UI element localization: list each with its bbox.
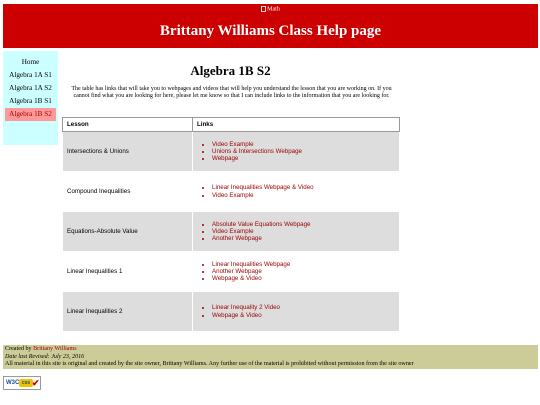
css-badge-text: css: [19, 379, 33, 387]
links-cell: [193, 212, 400, 252]
links-cell: [193, 252, 400, 292]
lesson-cell: Intersections & Unions: [63, 132, 193, 172]
site-footer: [3, 345, 538, 369]
sidebar-item-algebra-1b-s1[interactable]: Algebra 1B S1: [9, 97, 52, 105]
site-header: [3, 4, 538, 48]
lesson-cell: Compound Inequalities: [63, 172, 193, 212]
sidebar-item-algebra-1a-s2[interactable]: Algebra 1A S2: [9, 84, 52, 92]
math-logo-image: [3, 6, 538, 12]
check-mark-icon: ✔: [32, 378, 40, 388]
lesson-cell: Linear Inequalities 1: [63, 252, 193, 292]
lesson-link[interactable]: Linear Inequality 2 Video: [212, 304, 280, 312]
links-cell: [193, 292, 400, 332]
sidebar-item-home[interactable]: Home: [21, 58, 40, 66]
w3c-badge-text: W3C: [6, 380, 20, 386]
table-row: [63, 292, 400, 332]
lesson-cell: Linear Inequalities 2: [63, 292, 193, 332]
sidebar-item-algebra-1a-s1[interactable]: Algebra 1A S1: [9, 71, 52, 79]
logo-alt-text: Math: [267, 6, 280, 13]
sidebar-item-algebra-1b-s2[interactable]: Algebra 1B S2: [5, 108, 56, 121]
last-revised-date: Date last Revised: July 23, 2016: [5, 353, 85, 360]
lesson-link[interactable]: Another Webpage: [212, 235, 262, 243]
table-header-row: [63, 118, 400, 132]
intro-text: The table has links that will take you to webpages and videos that will help you understand the lesson that you are working on. If you cannot find what you are looking for here, please let me know so that I can include links to the information that you are looking for.: [71, 86, 392, 100]
broken-image-icon: [261, 6, 266, 12]
lesson-link[interactable]: Video Example: [212, 140, 254, 148]
lesson-link[interactable]: Another Webpage: [212, 267, 262, 275]
w3c-css-validator-badge[interactable]: [3, 376, 41, 390]
lesson-link[interactable]: Unions & Intersections Webpage: [212, 147, 302, 155]
lesson-link[interactable]: Webpage & Video: [212, 275, 262, 283]
sidebar-nav: [3, 51, 58, 145]
lessons-table: [62, 117, 400, 332]
lesson-link[interactable]: Video Example: [212, 227, 254, 235]
lesson-link[interactable]: Linear Inequalities Webpage: [212, 260, 291, 268]
lesson-link[interactable]: Webpage: [212, 155, 239, 163]
author-link[interactable]: Brittany Williams: [33, 346, 77, 352]
copyright-notice: All material in this site is original and created by the site owner, Brittany Williams. Any further use of the material is prohibited without permission from the site owner: [5, 361, 414, 368]
lesson-link[interactable]: Webpage & Video: [212, 311, 262, 319]
lesson-link[interactable]: Linear Inequalities Webpage & Video: [212, 184, 314, 192]
created-by-line: [5, 346, 536, 354]
page-title: Algebra 1B S2: [190, 63, 271, 78]
lesson-link[interactable]: Video Example: [212, 191, 254, 199]
created-by-prefix: Created by: [5, 346, 34, 352]
table-row: [63, 212, 400, 252]
links-cell: [193, 172, 400, 212]
links-cell: [193, 132, 400, 172]
column-header-links: Links: [193, 118, 400, 132]
lesson-link[interactable]: Absolute Value Equations Webpage: [212, 220, 311, 228]
site-title: Brittany Williams Class Help page: [159, 23, 382, 39]
lesson-cell: Equations-Absolute Value: [63, 212, 193, 252]
table-row: [63, 172, 400, 212]
table-row: [63, 252, 400, 292]
column-header-lesson: Lesson: [63, 118, 193, 132]
table-row: [63, 132, 400, 172]
